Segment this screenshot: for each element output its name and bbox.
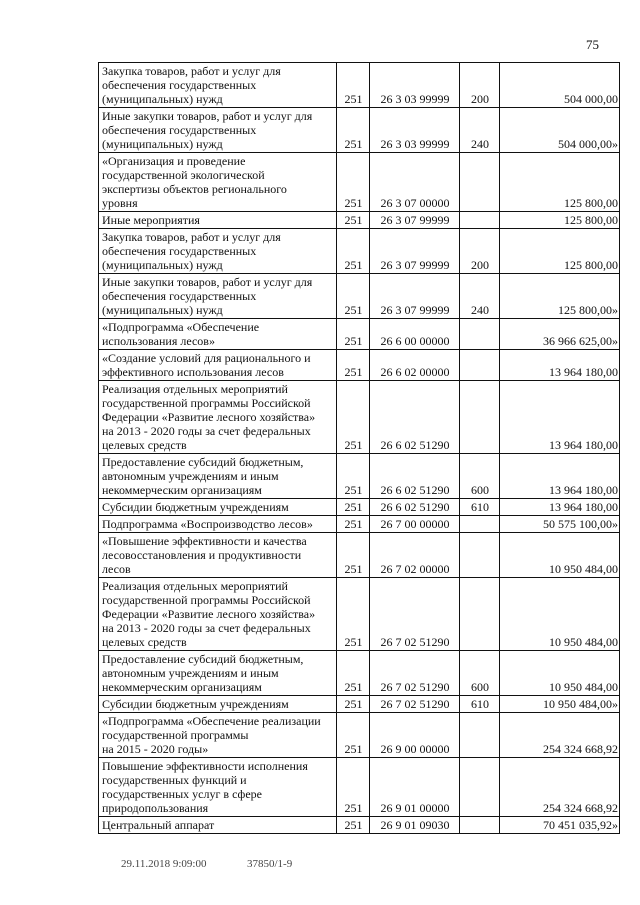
- row-amount-cell: 125 800,00: [500, 153, 620, 212]
- footer-document-code: 37850/1-9: [247, 858, 293, 870]
- row-name-cell: Предоставление субсидий бюджетным, автономным учреждениям и иным некоммерческим организациям: [99, 651, 337, 696]
- row-target-article-cell: 26 7 02 51290: [370, 651, 460, 696]
- row-amount-cell: 125 800,00: [500, 229, 620, 274]
- row-ministry-cell: 251: [337, 499, 370, 516]
- row-expense-type-cell: 240: [460, 274, 500, 319]
- table-row: [99, 274, 620, 319]
- row-expense-type-cell: [460, 758, 500, 817]
- row-expense-type-cell: [460, 713, 500, 758]
- row-expense-type-cell: 600: [460, 651, 500, 696]
- row-ministry-cell: 251: [337, 319, 370, 350]
- row-target-article-cell: 26 9 00 00000: [370, 713, 460, 758]
- row-amount-cell: 10 950 484,00: [500, 533, 620, 578]
- row-ministry-cell: 251: [337, 758, 370, 817]
- row-ministry-cell: 251: [337, 381, 370, 454]
- footer-date: 29.11.2018 9:09:00: [121, 858, 207, 870]
- table-row: [99, 108, 620, 153]
- row-ministry-cell: 251: [337, 578, 370, 651]
- row-target-article-cell: 26 3 07 00000: [370, 153, 460, 212]
- row-expense-type-cell: 200: [460, 229, 500, 274]
- table-row: [99, 229, 620, 274]
- row-amount-cell: 254 324 668,92: [500, 713, 620, 758]
- row-amount-cell: 13 964 180,00: [500, 454, 620, 499]
- row-amount-cell: 504 000,00»: [500, 108, 620, 153]
- row-amount-cell: 10 950 484,00: [500, 651, 620, 696]
- row-target-article-cell: 26 6 00 00000: [370, 319, 460, 350]
- row-amount-cell: 36 966 625,00»: [500, 319, 620, 350]
- row-target-article-cell: 26 7 02 51290: [370, 696, 460, 713]
- row-target-article-cell: 26 3 07 99999: [370, 229, 460, 274]
- row-amount-cell: 70 451 035,92»: [500, 817, 620, 834]
- row-amount-cell: 125 800,00: [500, 212, 620, 229]
- row-name-cell: Иные закупки товаров, работ и услуг для обеспечения государственных (муниципальных) нужд: [99, 274, 337, 319]
- row-ministry-cell: 251: [337, 651, 370, 696]
- table-row: [99, 578, 620, 651]
- page-number: 75: [586, 37, 599, 52]
- row-ministry-cell: 251: [337, 350, 370, 381]
- row-ministry-cell: 251: [337, 713, 370, 758]
- row-expense-type-cell: [460, 516, 500, 533]
- row-target-article-cell: 26 3 07 99999: [370, 274, 460, 319]
- table-row: [99, 381, 620, 454]
- row-ministry-cell: 251: [337, 274, 370, 319]
- row-target-article-cell: 26 6 02 51290: [370, 454, 460, 499]
- row-expense-type-cell: [460, 817, 500, 834]
- row-ministry-cell: 251: [337, 108, 370, 153]
- row-name-cell: Иные мероприятия: [99, 212, 337, 229]
- row-amount-cell: 504 000,00: [500, 63, 620, 108]
- table-row: [99, 499, 620, 516]
- row-name-cell: Субсидии бюджетным учреждениям: [99, 696, 337, 713]
- table-row: [99, 153, 620, 212]
- table-row: [99, 63, 620, 108]
- table-row: [99, 516, 620, 533]
- row-name-cell: «Организация и проведение государственной экологической экспертизы объектов регионального уровня: [99, 153, 337, 212]
- row-name-cell: «Подпрограмма «Обеспечение использования лесов»: [99, 319, 337, 350]
- row-ministry-cell: 251: [337, 516, 370, 533]
- row-ministry-cell: 251: [337, 153, 370, 212]
- row-ministry-cell: 251: [337, 63, 370, 108]
- row-target-article-cell: 26 6 02 51290: [370, 381, 460, 454]
- row-amount-cell: 10 950 484,00»: [500, 696, 620, 713]
- row-amount-cell: 13 964 180,00: [500, 499, 620, 516]
- row-name-cell: Закупка товаров, работ и услуг для обеспечения государственных (муниципальных) нужд: [99, 63, 337, 108]
- row-name-cell: «Подпрограмма «Обеспечение реализации государственной программы на 2015 - 2020 годы»: [99, 713, 337, 758]
- table-row: [99, 454, 620, 499]
- row-target-article-cell: 26 7 02 51290: [370, 578, 460, 651]
- row-expense-type-cell: [460, 381, 500, 454]
- budget-table-body: [99, 63, 620, 834]
- row-target-article-cell: 26 3 03 99999: [370, 63, 460, 108]
- row-ministry-cell: 251: [337, 533, 370, 578]
- row-ministry-cell: 251: [337, 817, 370, 834]
- row-target-article-cell: 26 6 02 00000: [370, 350, 460, 381]
- table-row: [99, 817, 620, 834]
- row-target-article-cell: 26 9 01 09030: [370, 817, 460, 834]
- row-name-cell: Закупка товаров, работ и услуг для обеспечения государственных (муниципальных) нужд: [99, 229, 337, 274]
- row-expense-type-cell: [460, 533, 500, 578]
- row-amount-cell: 13 964 180,00: [500, 381, 620, 454]
- row-name-cell: Повышение эффективности исполнения государственных функций и государственных услуг в сфере природопользования: [99, 758, 337, 817]
- row-amount-cell: 50 575 100,00»: [500, 516, 620, 533]
- row-name-cell: Центральный аппарат: [99, 817, 337, 834]
- row-amount-cell: 254 324 668,92: [500, 758, 620, 817]
- row-amount-cell: 13 964 180,00: [500, 350, 620, 381]
- table-row: [99, 696, 620, 713]
- table-row: [99, 319, 620, 350]
- row-name-cell: Подпрограмма «Воспроизводство лесов»: [99, 516, 337, 533]
- row-expense-type-cell: 240: [460, 108, 500, 153]
- row-name-cell: «Повышение эффективности и качества лесовосстановления и продуктивности лесов: [99, 533, 337, 578]
- table-row: [99, 651, 620, 696]
- row-name-cell: «Создание условий для рационального и эффективного использования лесов: [99, 350, 337, 381]
- row-expense-type-cell: 200: [460, 63, 500, 108]
- row-target-article-cell: 26 9 01 00000: [370, 758, 460, 817]
- budget-table: [98, 62, 620, 834]
- table-row: [99, 212, 620, 229]
- table-row: [99, 713, 620, 758]
- row-expense-type-cell: [460, 578, 500, 651]
- row-target-article-cell: 26 6 02 51290: [370, 499, 460, 516]
- row-expense-type-cell: 610: [460, 696, 500, 713]
- row-ministry-cell: 251: [337, 696, 370, 713]
- row-name-cell: Реализация отдельных мероприятий государственной программы Российской Федерации «Развитие лесного хозяйства» на 2013 - 2020 годы за счет федеральных целевых средств: [99, 381, 337, 454]
- table-row: [99, 758, 620, 817]
- row-amount-cell: 10 950 484,00: [500, 578, 620, 651]
- table-row: [99, 533, 620, 578]
- row-expense-type-cell: 600: [460, 454, 500, 499]
- row-target-article-cell: 26 7 00 00000: [370, 516, 460, 533]
- row-name-cell: Предоставление субсидий бюджетным, автономным учреждениям и иным некоммерческим организациям: [99, 454, 337, 499]
- row-amount-cell: 125 800,00»: [500, 274, 620, 319]
- row-expense-type-cell: [460, 350, 500, 381]
- row-expense-type-cell: [460, 153, 500, 212]
- row-expense-type-cell: 610: [460, 499, 500, 516]
- row-target-article-cell: 26 3 03 99999: [370, 108, 460, 153]
- table-row: [99, 350, 620, 381]
- row-expense-type-cell: [460, 319, 500, 350]
- row-name-cell: Реализация отдельных мероприятий государственной программы Российской Федерации «Развитие лесного хозяйства» на 2013 - 2020 годы за счет федеральных целевых средств: [99, 578, 337, 651]
- row-target-article-cell: 26 3 07 99999: [370, 212, 460, 229]
- row-ministry-cell: 251: [337, 454, 370, 499]
- row-name-cell: Иные закупки товаров, работ и услуг для обеспечения государственных (муниципальных) нужд: [99, 108, 337, 153]
- row-ministry-cell: 251: [337, 229, 370, 274]
- row-ministry-cell: 251: [337, 212, 370, 229]
- row-expense-type-cell: [460, 212, 500, 229]
- row-name-cell: Субсидии бюджетным учреждениям: [99, 499, 337, 516]
- row-target-article-cell: 26 7 02 00000: [370, 533, 460, 578]
